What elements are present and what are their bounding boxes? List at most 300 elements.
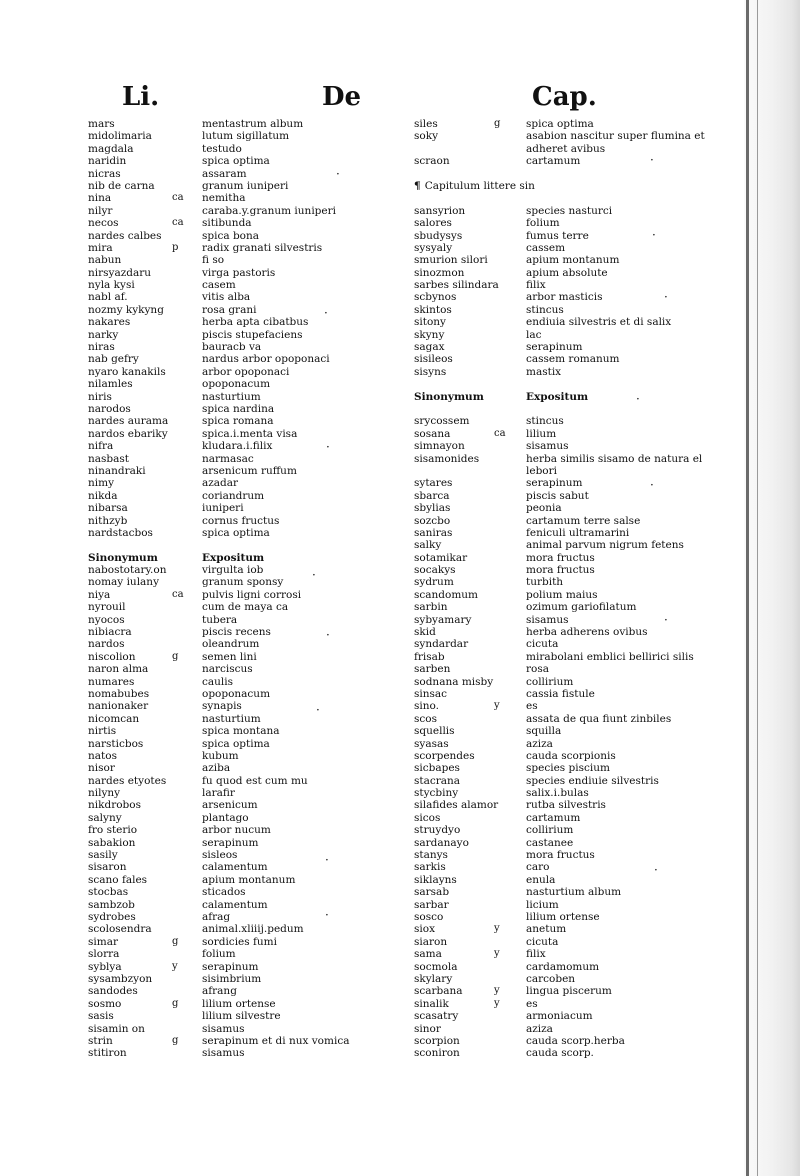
list-item: [414, 861, 734, 873]
entry-meaning: synapis: [202, 700, 242, 713]
entry-meaning: arsenicum ruffum: [202, 464, 297, 477]
list-item: [414, 118, 734, 130]
entry-meaning: collirium: [526, 824, 574, 837]
list-item: [88, 911, 338, 923]
entry-word: sydrobes: [88, 911, 136, 923]
list-item: [414, 961, 734, 973]
entry-word: frisab: [414, 650, 445, 663]
section-heading-left: Sinonymum: [88, 551, 158, 564]
list-item: [88, 130, 338, 142]
entry-word: nikdrobos: [88, 799, 141, 812]
entry-meaning: lilium ortense: [526, 911, 600, 923]
list-item: [414, 700, 734, 712]
list-item: [88, 353, 338, 365]
list-item: [414, 279, 734, 291]
entry-word: salyny: [88, 811, 122, 824]
entry-meaning: nasturtium: [202, 712, 261, 725]
entry-word: nozmy kykyng: [88, 303, 164, 316]
entry-meaning: plantago: [202, 811, 249, 824]
entry-meaning: nasturtium: [202, 390, 261, 403]
entry-meaning: folium: [526, 217, 560, 230]
entry-word: nabostotary.on: [88, 564, 167, 577]
entry-word: nabun: [88, 254, 122, 267]
list-item: [88, 155, 338, 167]
list-item: [88, 923, 338, 935]
entry-word: sisamin on: [88, 1022, 145, 1035]
list-item: [414, 601, 734, 613]
list-item: [88, 490, 338, 502]
entry-word: scasatry: [414, 1010, 459, 1023]
list-item: [88, 973, 338, 985]
entry-word: nabl af.: [88, 291, 128, 304]
list-item: [414, 168, 734, 180]
entry-word: sama: [414, 948, 442, 961]
entry-meaning: serapinum et di nux vomica: [202, 1034, 350, 1047]
list-item: [88, 874, 338, 886]
entry-word: magdala: [88, 142, 134, 155]
entry-word: nyaro kanakils: [88, 365, 166, 378]
running-head-right: Cap.: [532, 82, 597, 112]
entry-meaning: filix: [526, 279, 546, 292]
entry-word: nyla kysi: [88, 279, 135, 292]
list-item: [414, 688, 734, 700]
entry-word: stacrana: [414, 774, 461, 787]
list-item: [88, 440, 338, 452]
list-item: [88, 403, 338, 415]
list-item: [88, 1034, 350, 1047]
entry-mark: ca: [494, 427, 506, 439]
list-item: [88, 279, 338, 291]
entry-meaning: spica.i.menta visa: [202, 427, 298, 440]
entry-meaning: anetum: [526, 923, 567, 936]
entry-word: simnayon: [414, 440, 465, 453]
list-item: [88, 812, 338, 824]
list-item: [88, 787, 338, 799]
list-item: [88, 985, 338, 997]
entry-meaning: sisamus: [202, 1022, 245, 1035]
list-item: [414, 155, 734, 167]
list-item: [88, 316, 338, 328]
entry-meaning: piscis sabut: [526, 489, 589, 502]
entry-meaning: adheret avibus: [526, 142, 606, 155]
entry-word: niya: [88, 588, 111, 601]
entry-word: socmola: [414, 960, 458, 973]
list-item: [88, 601, 338, 613]
entry-mark: y: [494, 985, 500, 997]
ink-dot: ·: [336, 167, 340, 181]
list-item: [414, 899, 734, 911]
entry-meaning: lutum sigillatum: [202, 130, 290, 143]
entry-mark: g: [172, 935, 179, 947]
entry-word: skid: [414, 626, 436, 639]
entry-word: sabakion: [88, 836, 136, 849]
list-item: [414, 911, 734, 923]
entry-meaning: feniculi ultramarini: [526, 526, 630, 539]
list-item: [414, 812, 734, 824]
entry-word: sinozmon: [414, 266, 465, 279]
entry-word: sodnana misby: [414, 675, 494, 688]
entry-word: nardstacbos: [88, 526, 153, 539]
entry-word: siaron: [414, 935, 448, 948]
entry-word: ninandraki: [88, 464, 146, 477]
list-item: [414, 428, 734, 440]
entry-word: nicras: [88, 167, 121, 180]
entry-word: sandodes: [88, 985, 138, 998]
entry-word: sbylias: [414, 502, 451, 515]
list-item: [414, 291, 734, 303]
list-item: [88, 515, 338, 527]
entry-meaning: cartamum: [526, 155, 581, 168]
entry-meaning: ozimum gariofilatum: [526, 601, 637, 614]
entry-meaning: arbor masticis: [526, 291, 603, 304]
entry-word: socakys: [414, 564, 456, 577]
list-item: [88, 998, 338, 1010]
entry-meaning: squilla: [526, 725, 562, 738]
ink-dot: ·: [325, 853, 329, 867]
list-item: [88, 192, 338, 204]
running-head-left: Li.: [122, 82, 160, 112]
list-item: [414, 143, 734, 155]
list-item: [88, 576, 338, 588]
entry-word: scorpendes: [414, 749, 475, 762]
entry-word: sasis: [88, 1010, 114, 1023]
entry-word: stanys: [414, 849, 448, 862]
entry-word: simar: [88, 935, 118, 948]
entry-mark: y: [494, 700, 500, 712]
entry-mark: ca: [172, 588, 184, 600]
entry-meaning: animal parvum nigrum fetens: [526, 539, 684, 552]
entry-meaning: afrang: [202, 985, 237, 998]
list-item: [88, 626, 338, 638]
list-item: [414, 539, 734, 551]
entry-word: nibarsa: [88, 502, 128, 515]
list-item: [88, 676, 338, 688]
entry-word: nardes calbes: [88, 229, 162, 242]
entry-word: saniras: [414, 526, 453, 539]
entry-meaning: mora fructus: [526, 849, 595, 862]
entry-meaning: opoponacum: [202, 687, 271, 700]
entry-word: nyrouil: [88, 601, 126, 614]
entry-word: salky: [414, 539, 442, 552]
entry-word: siox: [414, 923, 435, 936]
entry-meaning: radix granati silvestris: [202, 241, 323, 254]
entry-meaning: spica optima: [526, 118, 594, 130]
entry-meaning: nasturtium album: [526, 886, 622, 899]
entry-meaning: rosa grani: [202, 303, 257, 316]
list-item: [414, 775, 734, 787]
ink-dot: ·: [326, 440, 330, 454]
list-item: [88, 143, 338, 155]
entry-meaning: larafir: [202, 787, 235, 800]
list-item: [88, 180, 338, 192]
entry-meaning: afrag: [202, 911, 231, 923]
entry-word: sisileos: [414, 353, 453, 366]
entry-meaning: cicuta: [526, 935, 559, 948]
list-item: [414, 440, 734, 452]
list-item: [414, 1035, 734, 1047]
entry-meaning: species piscium: [526, 762, 610, 775]
entry-mark: g: [494, 118, 501, 129]
ink-dot: ·: [664, 613, 668, 627]
list-item: [88, 1047, 338, 1059]
chapter-heading-text: [414, 180, 535, 192]
ink-dot: ·: [326, 628, 330, 642]
entry-meaning: mora fructus: [526, 551, 595, 564]
entry-word: skyny: [414, 328, 445, 341]
list-item: [414, 329, 734, 341]
entry-word: siklayns: [414, 873, 457, 886]
entry-meaning: licium: [526, 898, 559, 911]
list-item: [88, 254, 338, 266]
list-item: [88, 589, 338, 601]
entry-meaning: fi so: [202, 254, 225, 267]
entry-word: nisor: [88, 762, 115, 775]
entry-meaning: casem: [202, 279, 236, 292]
list-item: [88, 713, 338, 725]
list-item: [414, 576, 734, 588]
entry-word: sino.: [414, 700, 439, 713]
entry-meaning: testudo: [202, 142, 242, 155]
entry-meaning: carcoben: [526, 972, 576, 985]
list-item: [414, 998, 734, 1010]
list-item: [88, 564, 338, 576]
list-item: [414, 973, 734, 985]
entry-meaning: narciscus: [202, 663, 253, 676]
list-item: [414, 824, 734, 836]
entry-meaning: spica optima: [202, 155, 270, 168]
entry-meaning: lingua piscerum: [526, 985, 612, 998]
entry-meaning: opoponacum: [202, 378, 271, 391]
entry-meaning: piscis recens: [202, 626, 271, 639]
list-item: [414, 589, 734, 601]
entry-meaning: spica romana: [202, 415, 274, 428]
entry-word: sansyrion: [414, 204, 466, 217]
list-item: [88, 936, 338, 948]
entry-word: narodos: [88, 402, 131, 415]
entry-word: sinor: [414, 1022, 441, 1035]
entry-word: sinalik: [414, 997, 449, 1010]
entry-word: narky: [88, 328, 119, 341]
entry-meaning: serapinum: [526, 477, 583, 490]
section-header-row: [414, 391, 734, 403]
entry-meaning: pulvis ligni corrosi: [202, 588, 302, 601]
entry-meaning: apium absolute: [526, 266, 608, 279]
entry-meaning: calamentum: [202, 898, 268, 911]
list-item: [414, 713, 734, 725]
entry-meaning: kubum: [202, 749, 239, 762]
entry-word: nifra: [88, 440, 114, 453]
entry-meaning: herba apta cibatbus: [202, 316, 309, 329]
list-item: [414, 1047, 734, 1059]
left-column: [88, 118, 350, 1060]
list-item: [414, 465, 734, 477]
list-item: [414, 614, 734, 626]
entry-word: niras: [88, 341, 115, 354]
entry-word: numares: [88, 675, 135, 688]
entry-meaning: lilium silvestre: [202, 1010, 281, 1023]
entry-mark: y: [494, 948, 500, 960]
entry-mark: g: [172, 650, 179, 662]
entry-word: sosana: [414, 427, 451, 440]
entry-word: sicbapes: [414, 762, 460, 775]
entry-mark: y: [494, 997, 500, 1009]
entry-meaning: arbor nucum: [202, 824, 271, 837]
entry-meaning: vitis alba: [202, 291, 251, 304]
list-item: [88, 205, 338, 217]
list-item: [88, 725, 338, 737]
entry-word: sicos: [414, 811, 441, 824]
list-item: [414, 353, 734, 365]
list-item: [88, 1010, 338, 1022]
list-item: [88, 837, 338, 849]
entry-meaning: cornus fructus: [202, 514, 280, 527]
entry-word: sarsab: [414, 886, 450, 899]
list-item: [414, 923, 734, 935]
list-item: [88, 477, 338, 489]
list-item: [414, 341, 734, 353]
entry-meaning: species endiuie silvestris: [526, 774, 659, 787]
list-item: [414, 638, 734, 650]
entry-meaning: cassem romanum: [526, 353, 620, 366]
entry-meaning: lilium: [526, 427, 557, 440]
entry-meaning: virga pastoris: [202, 266, 276, 279]
entry-word: squellis: [414, 725, 455, 738]
list-item: [414, 985, 734, 997]
entry-word: sardanayo: [414, 836, 469, 849]
list-item: [88, 242, 338, 254]
list-item: [88, 539, 338, 551]
entry-word: mira: [88, 241, 113, 254]
entry-word: nithzyb: [88, 514, 128, 527]
list-item: [88, 341, 338, 353]
entry-word: naridin: [88, 155, 127, 168]
entry-meaning: herba similis sisamo de natura el: [526, 452, 703, 465]
entry-meaning: assata de qua fiunt zinbiles: [526, 712, 672, 725]
list-item: [414, 316, 734, 328]
entry-word: nardos: [88, 638, 125, 651]
entry-word: nilyny: [88, 787, 121, 800]
entry-meaning: sordicies fumi: [202, 935, 277, 948]
list-item: [88, 824, 338, 836]
list-item: [414, 874, 734, 886]
entry-word: sarbar: [414, 898, 449, 911]
entry-meaning: tubera: [202, 613, 238, 626]
entry-meaning: lilium ortense: [202, 997, 276, 1010]
entry-word: silafides alamor: [414, 799, 499, 812]
entry-mark: g: [172, 997, 179, 1009]
entry-word: sarkis: [414, 861, 446, 874]
entry-word: sisyns: [414, 365, 447, 378]
list-item: [88, 428, 338, 440]
entry-word: sbarca: [414, 489, 450, 502]
list-item: [414, 676, 734, 688]
entry-meaning: apium montanum: [202, 873, 296, 886]
entry-meaning: apium montanum: [526, 254, 620, 267]
entry-meaning: sitibunda: [202, 217, 252, 230]
page-gutter-shadow: [744, 0, 800, 1176]
list-item: [88, 651, 338, 663]
entry-meaning: arsenicum: [202, 799, 258, 812]
entry-meaning: endiuia silvestris et di salix: [526, 316, 672, 329]
entry-meaning: polium maius: [526, 588, 598, 601]
entry-word: smurion silori: [414, 254, 488, 267]
ink-dot: ·: [654, 863, 658, 877]
entry-word: nab gefry: [88, 353, 139, 366]
entry-meaning: aziza: [526, 737, 553, 750]
entry-word: soky: [414, 130, 439, 143]
entry-meaning: cartamum terre salse: [526, 514, 641, 527]
entry-word: sarben: [414, 663, 451, 676]
entry-word: nardos ebariky: [88, 427, 168, 440]
ink-dot: ·: [650, 478, 654, 492]
list-item: [414, 787, 734, 799]
ink-dot: ·: [652, 228, 656, 242]
entry-meaning: narmasac: [202, 452, 254, 465]
entry-word: sconiron: [414, 1047, 460, 1060]
entry-word: nardes aurama: [88, 415, 169, 428]
list-item: [414, 254, 734, 266]
entry-meaning: animal.xliiij.pedum: [202, 923, 304, 936]
list-item: [88, 899, 338, 911]
entry-meaning: kludara.i.filix: [202, 440, 273, 453]
entry-meaning: piscis stupefaciens: [202, 328, 303, 341]
entry-meaning: spica montana: [202, 725, 280, 738]
list-item: [88, 861, 338, 873]
entry-meaning: stincus: [526, 415, 564, 428]
entry-meaning: arbor opoponaci: [202, 365, 290, 378]
list-item: [414, 762, 734, 774]
section-heading-right: Expositum: [202, 551, 265, 564]
entry-meaning: mentastrum album: [202, 118, 304, 130]
entry-word: sisamonides: [414, 452, 480, 465]
list-item: [88, 849, 338, 861]
entry-word: sasily: [88, 849, 118, 862]
entry-mark: ca: [172, 217, 184, 229]
entry-meaning: species nasturci: [526, 204, 613, 217]
chapter-heading: [414, 180, 734, 192]
entry-meaning: oleandrum: [202, 638, 260, 651]
list-item: [88, 453, 338, 465]
list-item: [414, 230, 734, 242]
entry-meaning: sisleos: [202, 849, 238, 862]
list-item: [88, 762, 338, 774]
list-item: [88, 502, 338, 514]
list-item: [88, 291, 338, 303]
list-item: [414, 799, 734, 811]
list-item: [88, 378, 338, 390]
entry-meaning: spica nardina: [202, 402, 275, 415]
entry-word: nina: [88, 192, 112, 205]
list-item: [88, 663, 338, 675]
list-item: [88, 230, 338, 242]
entry-mark: p: [172, 241, 179, 253]
entry-meaning: asabion nascitur super flumina et: [526, 130, 705, 143]
list-item: [414, 738, 734, 750]
list-item: [88, 886, 338, 898]
list-item: [414, 849, 734, 861]
entry-word: niris: [88, 390, 112, 403]
entry-meaning: cauda scorp.: [526, 1047, 594, 1060]
list-item: [88, 1023, 338, 1035]
entry-word: sarbes silindara: [414, 279, 499, 292]
list-item: [414, 415, 734, 427]
list-item: [414, 217, 734, 229]
entry-word: stocbas: [88, 886, 129, 899]
list-item: [414, 886, 734, 898]
entry-meaning: es: [526, 997, 538, 1010]
ink-dot: ·: [650, 153, 654, 167]
ink-dot: ·: [316, 703, 320, 717]
